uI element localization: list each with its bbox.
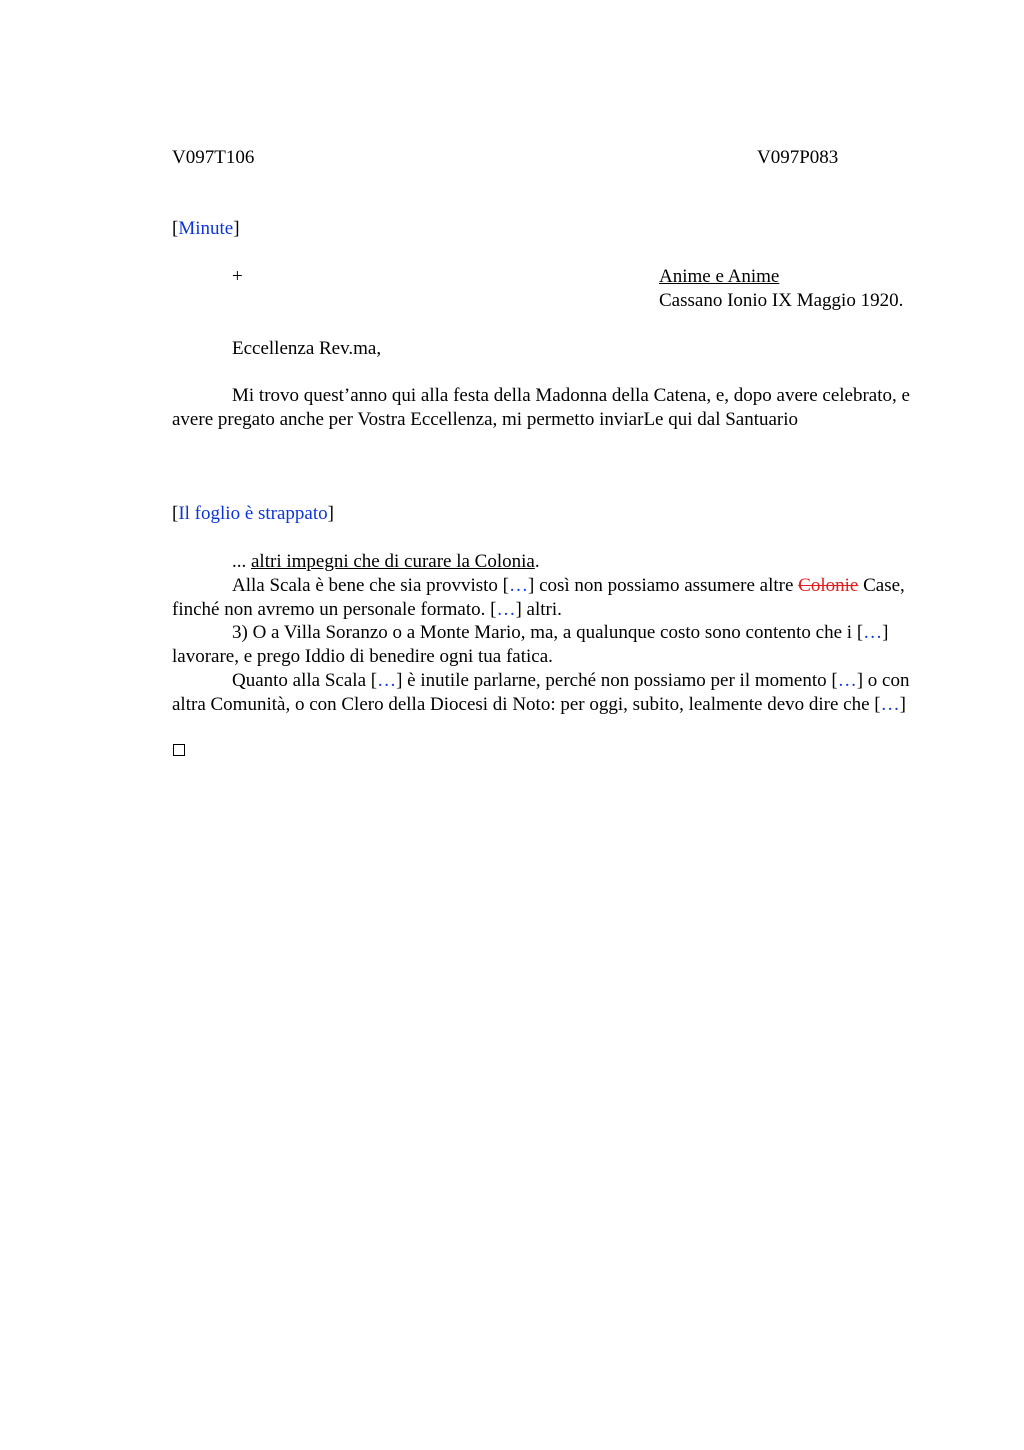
paragraph-4: 3) O a Villa Soranzo o a Monte Mario, ma, a qualunque costo sono contento che i […] lavorare, e prego Iddio di benedire ogni tua fatica. xyxy=(172,622,889,667)
deleted-word: Colonie xyxy=(798,575,859,596)
ellipsis-marker: … xyxy=(509,575,528,596)
left-code: V097T106 xyxy=(172,147,255,168)
para5-part1: Quanto alla Scala xyxy=(232,670,367,691)
para4-part1: 3) O a Villa Soranzo o a Monte Mario, ma, a qualunque costo sono contento che i xyxy=(232,622,853,643)
paragraph-1: Mi trovo quest’anno qui alla festa della Madonna della Catena, e, dopo avere celebrato, e avere pregato anche per Vostra Eccellenza, mi permetto inviarLe qui dal Santuario xyxy=(172,385,910,430)
paragraph-3: Alla Scala è bene che sia provvisto […] così non possiamo assumere altre Colonie Case, finché non avremo un personale formato. […] altri. xyxy=(172,575,905,620)
para3-part4: altri. xyxy=(526,598,562,620)
ellipsis-marker: … xyxy=(837,670,857,691)
minute-label: Minute xyxy=(178,218,234,239)
cross-symbol: + xyxy=(232,266,243,287)
para4-part2: lavorare, e prego Iddio di benedire ogni tua fatica. xyxy=(172,645,553,667)
para3-part3: Case, finché non avremo un personale formato. xyxy=(172,575,905,620)
empty-box-glyph xyxy=(173,744,185,756)
ellipsis-marker: … xyxy=(880,693,900,715)
editorial-note-minute: [Minute] xyxy=(172,218,240,239)
para2-end: . xyxy=(534,551,540,572)
ellipsis-marker: … xyxy=(496,598,516,620)
para2-lead: ... xyxy=(232,551,247,572)
motto: Anime e Anime xyxy=(659,266,780,287)
editorial-note-torn: [Il foglio è strappato] xyxy=(172,503,334,524)
right-code: V097P083 xyxy=(757,147,839,168)
place-date: Cassano Ionio IX Maggio 1920. xyxy=(659,290,904,311)
para2-underlined: altri impegni che di curare la Colonia xyxy=(251,551,535,572)
para3-part2: così non possiamo assumere altre xyxy=(539,575,794,596)
ellipsis-marker: … xyxy=(863,622,883,643)
ellipsis-marker: … xyxy=(377,670,397,691)
paragraph-5: Quanto alla Scala […] è inutile parlarne, perché non possiamo per il momento […] o con altra Comunità, o con Clero della Diocesi di Noto: per oggi, subito, lealmente devo dire che […] xyxy=(172,670,910,715)
paragraph-2 xyxy=(172,550,932,574)
para3-part1: Alla Scala è bene che sia provvisto xyxy=(232,575,498,596)
para5-part3: o con altra Comunità, o con Clero della Diocesi di Noto: per oggi, subito, lealmente devo dire che xyxy=(172,670,910,715)
para5-part2: è inutile parlarne, perché non possiamo per il momento xyxy=(407,670,827,691)
torn-label: Il foglio è strappato xyxy=(178,503,328,524)
salutation: Eccellenza Rev.ma, xyxy=(232,338,382,359)
